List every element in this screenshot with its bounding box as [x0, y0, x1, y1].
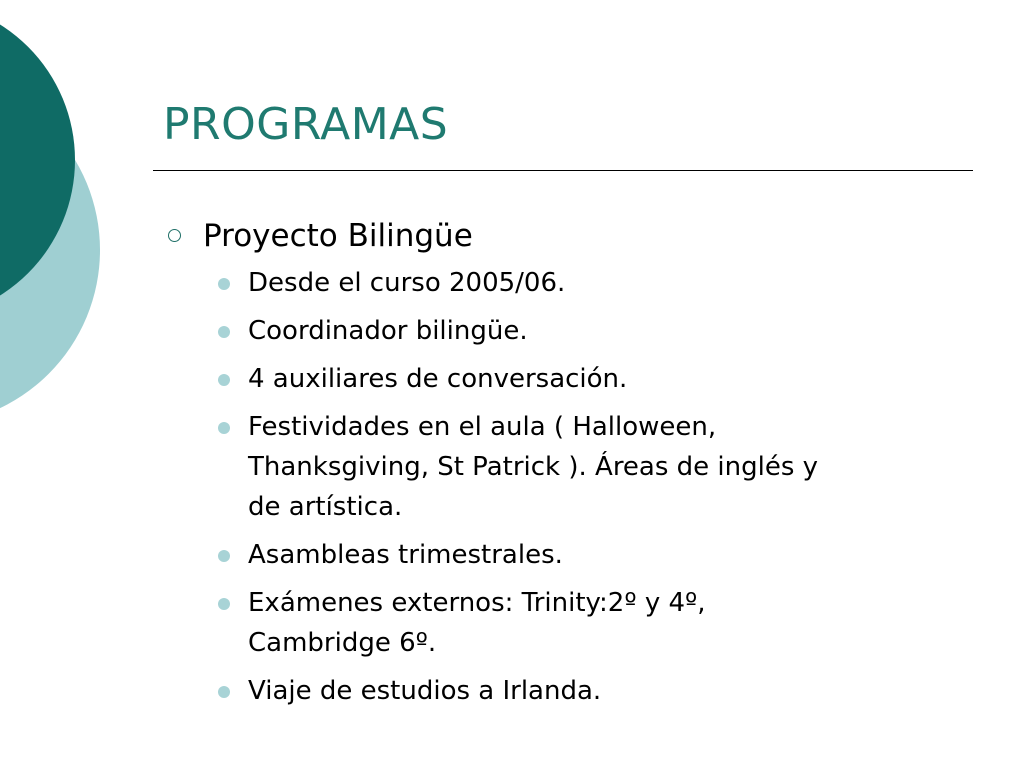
- dot-bullet-icon: [218, 422, 230, 434]
- slide-content: [160, 210, 960, 719]
- list-item-text-line: Cambridge 6º.: [248, 628, 437, 658]
- list-item-text: Coordinador bilingüe.: [248, 316, 528, 346]
- decorative-circles: [0, 0, 110, 410]
- dot-bullet-icon: [218, 374, 230, 386]
- list-item-text-line: Exámenes externos: Trinity:2º y 4º,: [248, 588, 706, 618]
- slide-title: PROGRAMAS: [163, 99, 449, 150]
- list-heading: [160, 210, 960, 262]
- list-item: [160, 535, 958, 575]
- dot-bullet-icon: [218, 598, 230, 610]
- list-item: [160, 311, 958, 351]
- list-item-text-line: Thanksgiving, St Patrick ). Áreas de inglés y: [248, 452, 819, 482]
- list-item-text: Viaje de estudios a Irlanda.: [248, 676, 602, 706]
- list-item: [160, 407, 958, 527]
- title-divider: [153, 170, 973, 171]
- dot-bullet-icon: [218, 326, 230, 338]
- list-item-text-line: de artística.: [248, 492, 403, 522]
- list-item: [160, 671, 958, 711]
- dot-bullet-icon: [218, 278, 230, 290]
- dot-bullet-icon: [218, 550, 230, 562]
- list-item-text: Asambleas trimestrales.: [248, 540, 563, 570]
- bullet-list: [160, 263, 960, 711]
- list-item-text: Desde el curso 2005/06.: [248, 268, 566, 298]
- list-item-text: 4 auxiliares de conversación.: [248, 364, 628, 394]
- list-heading-text: Proyecto Bilingüe: [203, 218, 473, 254]
- hollow-circle-bullet-icon: [168, 229, 181, 242]
- list-item: [160, 583, 958, 663]
- list-item: [160, 359, 958, 399]
- list-item-text-line: Festividades en el aula ( Halloween,: [248, 412, 717, 442]
- dot-bullet-icon: [218, 686, 230, 698]
- list-item: [160, 263, 958, 303]
